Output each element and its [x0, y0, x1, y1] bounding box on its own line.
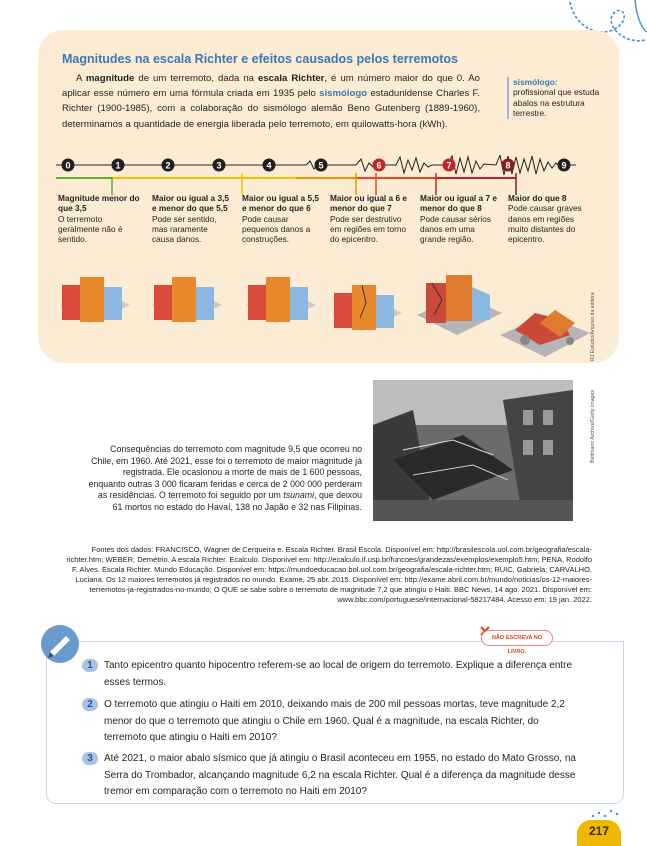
richter-scale-bar	[56, 155, 584, 195]
category-text: O terremoto geralmente não é sentido.	[58, 213, 123, 245]
scale-tick-label: 4	[266, 160, 272, 171]
category-text: Pode ser destrutivo em regiões em torno do epicentro.	[330, 213, 407, 245]
decorative-dots	[590, 806, 620, 820]
question-3	[82, 751, 580, 801]
section-title: Magnitudes na escala Richter e efeitos causados pelos terremotos	[62, 52, 458, 66]
category-5	[508, 193, 590, 244]
category-1	[152, 193, 232, 244]
category-heading: Maior ou igual a 5,5 e menor do que 6	[242, 193, 319, 214]
category-text: Pode ser sentido, mas raramente causa danos.	[152, 213, 217, 245]
scale-tick-label: 3	[216, 160, 222, 171]
question-2	[82, 697, 580, 747]
scale-tick-label: 7	[446, 160, 452, 171]
glossary-link-sismologo[interactable]: sismólogo	[319, 88, 368, 100]
category-heading: Maior ou igual a 7 e menor do que 8	[420, 193, 497, 214]
scale-tick-label: 5	[318, 160, 324, 171]
question-text: O terremoto que atingiu o Haiti em 2010, deixando mais de 200 mil pessoas mortas, teve magnitude 2,2 menor do que o terremoto que atingiu o Chile em 1960. Qual é a magnitude, na escala Richter, do terremoto que atingiu o Haiti em 2010?	[104, 699, 565, 743]
building-cracked-icon	[332, 285, 402, 331]
building-collapsed-icon	[500, 310, 590, 357]
question-number: 1	[82, 659, 98, 672]
page-number: 217	[577, 820, 621, 846]
building-intact-icon	[60, 277, 130, 323]
question-1	[82, 658, 580, 691]
illustration-credit: RJ Estúdio/Arquivo da editora	[590, 292, 596, 361]
photo-caption: Consequências do terremoto com magnitude 9,5 que ocorreu no Chile, em 1960. Até 2021, esse foi o terremoto de maior magnitude já registrada. Ele ocasionou a morte de mais de 1 600 pessoas, enquanto outras 3 000 ficaram feridas e cerca de 2 000 000 perderam as residências. O terremoto foi seguido por um tsunami, que deixou 61 mortos no estado do Havaí, 138 no Japão e 32 nas Filipinas.	[88, 444, 362, 512]
data-sources: Fontes dos dados: FRANCISCO, Wagner de Cerqueira e. Escala Richter. Brasil Escola. Disponível em: http://brasilescola.uol.com.br/geografia/escala-richter.htm; WEBER, Demétrio. A escala Richter. Ecalculo. Disponível em: http://ecalculo.if.usp.br/funcoes/grandezas/exemplos/exemplo5.htm; PENA, Rodolfo F. Alves. Escala Richter. Mundo Educação. Disponível em: https://mundoeducacao.bol.uol.com.br/geografia/escala-richter.htm; RUIC, Gabriela; CARVALHO, Luciana. Os 12 maiores terremotos já registrados no mundo. Exame, 25 abr. 2015. Disponível em: http://exame.abril.com.br/mundo/noticias/os-12-maiores-terremotos-ja-registrados-no-mundo; O QUE se sabe sobre o terremoto de magnitude 7,2 que atingiu o Haiti. BBC News, 14 ago. 2021. Disponível em: www.bbc.com/portuguese/internacional-58217484. Acesso em: 19 jan. 2022.	[66, 545, 592, 604]
category-text: Pode causar pequenos danos a construções.	[242, 213, 311, 245]
photo-credit: Bettmann Archive/Getty Images	[590, 390, 596, 463]
glossary-term: sismólogo:	[513, 77, 558, 87]
scale-tick-label: 8	[505, 160, 511, 171]
building-intact-icon	[152, 277, 222, 323]
category-2	[242, 193, 322, 244]
category-heading: Magnitude menor do que 3,5	[58, 193, 140, 214]
scale-tick-label: 1	[115, 160, 121, 171]
question-text: Tanto epicentro quanto hipocentro referem-se ao local de origem do terremoto. Explique a diferença entre esses termos.	[104, 660, 573, 688]
category-0	[58, 193, 144, 244]
building-damaged-icon	[417, 275, 502, 335]
category-heading: Maior do que 8	[508, 193, 567, 203]
scale-tick-label: 2	[165, 160, 171, 171]
building-intact-icon	[246, 277, 316, 323]
building-illustrations	[50, 265, 595, 360]
question-number: 3	[82, 752, 98, 765]
scale-tick-label: 9	[561, 160, 567, 171]
category-heading: Maior ou igual a 3,5 e menor do que 5,5	[152, 193, 229, 214]
category-4	[420, 193, 500, 244]
glossary-box	[507, 77, 608, 119]
glossary-definition: profissional que estuda abalos na estrutura terrestre.	[513, 87, 600, 119]
category-heading: Maior ou igual a 6 e menor do que 7	[330, 193, 407, 214]
earthquake-chile-photo	[373, 380, 573, 521]
pencil-icon	[40, 624, 80, 664]
question-text: Até 2021, o maior abalo sísmico que já atingiu o Brasil aconteceu em 1955, no estado do Mato Grosso, na Serra do Trombador, alcançando magnitude 6,2 na escala Richter. Qual é a diferença da magnitude desse tremor em comparação com o terremoto no Haiti em 2010?	[104, 753, 576, 797]
scale-tick-label: 0	[65, 160, 71, 171]
category-text: Pode causar graves danos em regiões muito distantes do epicentro.	[508, 203, 582, 245]
category-3	[330, 193, 410, 244]
no-write-badge: NÃO ESCREVA NO LIVRO.	[481, 630, 553, 646]
intro-paragraph: A magnitude de um terremoto, dada na escala Richter, é um número maior do que 0. Ao aplicar esse número em uma fórmula criada em 1935 pelo sismólogo estadunidense Charles F. Richter (1900-1985), com a colaboração do sismólogo alemão Beno Gutenberg (1889-1960), determinamos a quantidade de energia liberada pelo terremoto, em quilowatts-hora (kWh).	[62, 73, 481, 130]
question-number: 2	[82, 698, 98, 711]
scale-tick-label: 6	[376, 160, 382, 171]
category-text: Pode causar sérios danos em uma grande região.	[420, 213, 492, 245]
